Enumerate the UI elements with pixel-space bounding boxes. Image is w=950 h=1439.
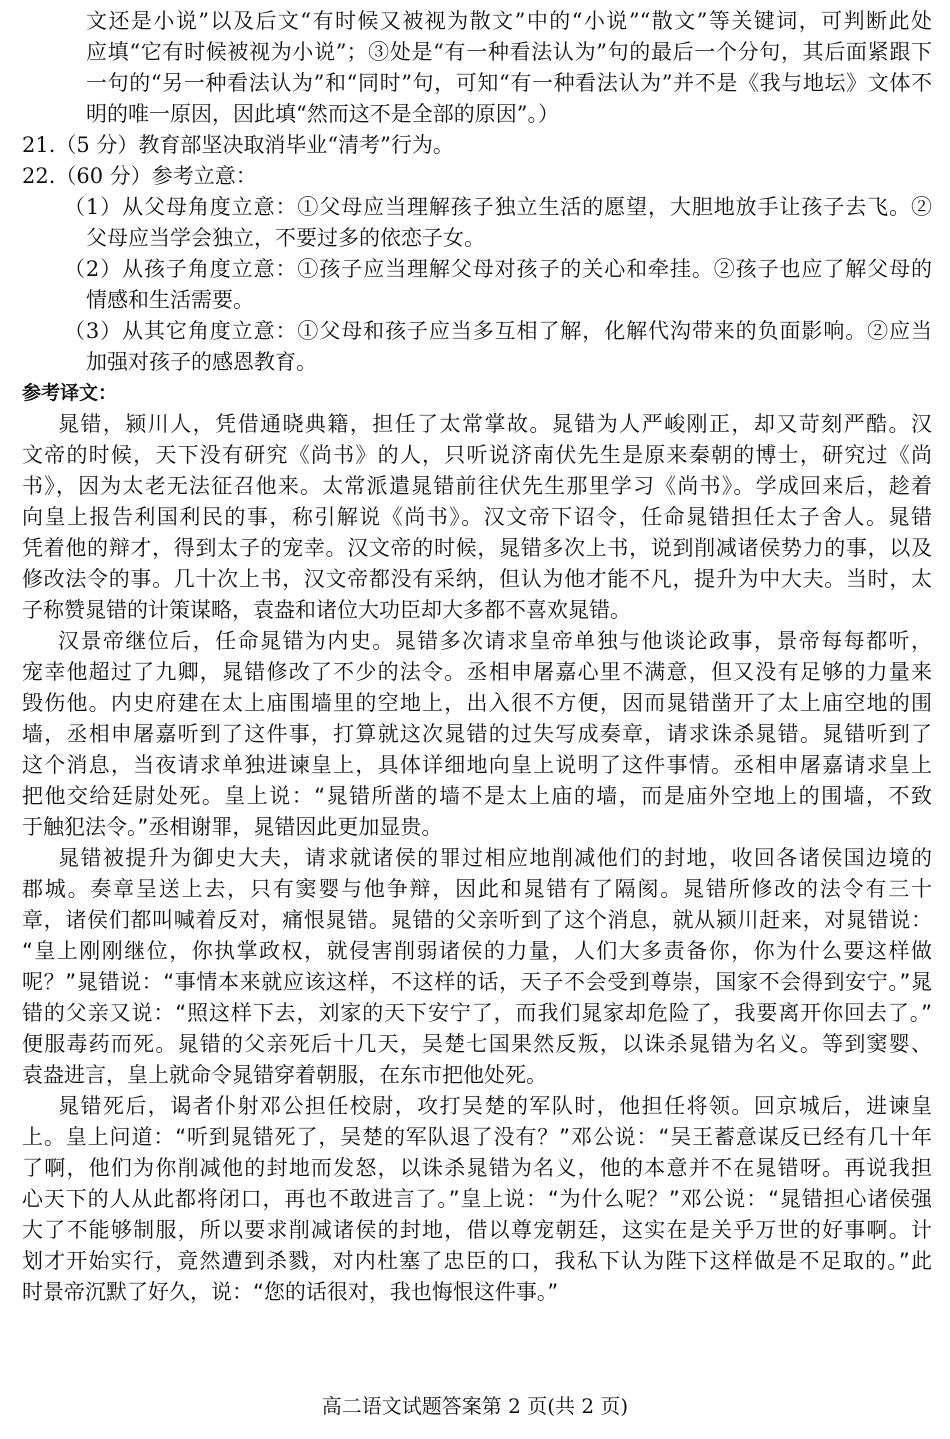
text-line: 明的唯一原因，因此填“然而这不是全部的原因”。） [86, 102, 559, 126]
text-line: “皇上刚刚继位，你执掌政权，就侵害削弱诸侯的力量，人们大多责备你，你为什么要这样做 [22, 939, 932, 963]
text-line: 晁错被提升为御史大夫，请求就诸侯的罪过相应地削减他们的封地，收回各诸侯国边境的 [58, 846, 932, 870]
text-line: 应填“它有时候被视为小说”；③处是“有一种看法认为”句的最后一个分句，其后面紧跟下 [86, 40, 932, 64]
question-22-points [22, 192, 932, 378]
point-line: （1）从父母角度立意：①父母应当理解孩子独立生活的愿望，大胆地放手让孩子去飞。② [64, 195, 932, 219]
text-line: 郡城。奏章呈送上去，只有窦婴与他争辩，因此和晁错有了隔阂。晁错所修改的法令有三十 [22, 877, 932, 901]
text-line: 便服毒药而死。晁错的父亲死后十几天，吴楚七国果然反叛，以诛杀晁错为名义。等到窦婴、 [22, 1032, 932, 1056]
point-line: 情感和生活需要。 [86, 288, 254, 312]
text-line: 呢？”晁错说：“事情本来就应该这样，不这样的话，天子不会受到尊崇，国家不会得到安宁。”晁 [22, 970, 932, 994]
text-line: 修改法令的事。几十次上书，汉文帝都没有采纳，但认为他才能不凡，提升为中大夫。当时，太 [22, 567, 932, 591]
text-line: 一句的“另一种看法认为”和“同时”句，可知“有一种看法认为”并不是《我与地坛》文体不 [86, 71, 932, 95]
text-line: 向皇上报告利国利民的事，称引解说《尚书》。汉文帝下诏令，任命晁错担任太子舍人。晁错 [22, 505, 932, 529]
translation-paragraph [22, 626, 932, 843]
text-line: 这个消息，当夜请求单独进谏皇上，具体详细地向皇上说明了这件事情。丞相申屠嘉请求皇上 [22, 753, 932, 777]
text-line: 于触犯法令。”丞相谢罪，晁错因此更加显贵。 [22, 815, 443, 839]
text-line: 文帝的时候，天下没有研究《尚书》的人，只听说济南伏先生是原来秦朝的博士，研究过《尚 [22, 443, 932, 467]
text-line: 凭着他的辩才，得到太子的宠幸。汉文帝的时候，晁错多次上书，说到削减诸侯势力的事，以及 [22, 536, 932, 560]
translation-body [22, 409, 932, 1308]
point-line: 加强对孩子的感恩教育。 [86, 350, 317, 374]
text-line: 了啊，他们为你削减他的封地而发怒，以诛杀晁错为名义，他的本意并不在晁错呀。再说我担 [22, 1156, 932, 1180]
translation-heading: 参考译文： [22, 382, 118, 404]
text-line: 墙，丞相申屠嘉听到了这件事，打算就这次晁错的过失写成奏章，请求诛杀晁错。晁错听到了 [22, 722, 932, 746]
text-line: 章，诸侯们都叫喊着反对，痛恨晁错。晁错的父亲听到了这个消息，就从颍川赶来，对晁错说： [22, 908, 932, 932]
text-line: 晁错死后，谒者仆射邓公担任校尉，攻打吴楚的军队时，他担任将领。回京城后，进谏皇 [58, 1094, 932, 1118]
point-line: （3）从其它角度立意：①父母和孩子应当多互相了解，化解代沟带来的负面影响。②应当 [64, 319, 932, 343]
text-line: 汉景帝继位后，任命晁错为内史。晁错多次请求皇帝单独与他谈论政事，景帝每每都听， [58, 629, 932, 653]
point-line: （2）从孩子角度立意：①孩子应当理解父母对孩子的关心和牵挂。②孩子也应了解父母的 [64, 257, 932, 281]
translation-paragraph [22, 409, 932, 626]
answer-page [22, 6, 932, 1308]
point-line: 父母应当学会独立，不要过多的依恋子女。 [86, 226, 485, 250]
text-line: 宠幸他超过了九卿，晁错修改了不少的法令。丞相申屠嘉心里不满意，但又没有足够的力量来 [22, 660, 932, 684]
text-line: 毁伤他。内史府建在太上庙围墙里的空地上，出入很不方便，因而晁错凿开了太上庙空地的围 [22, 691, 932, 715]
answer-continuation [22, 6, 932, 130]
translation-paragraph [22, 843, 932, 1091]
text-line: 大了不能够制服，所以要求削减诸侯的封地，借以尊宠朝廷，这实在是关乎万世的好事啊。计 [22, 1218, 932, 1242]
question-22-title: 22.（60 分）参考立意： [22, 164, 257, 188]
text-line: 袁盎进言，皇上就命令晁错穿着朝服，在东市把他处死。 [22, 1063, 547, 1087]
text-line: 错的父亲又说：“照这样下去，刘家的天下安宁了，而我们晁家却危险了，我要离开你回去了。” [22, 1001, 932, 1025]
text-line: 上。皇上问道：“听到晁错死了，吴楚的军队退了没有？”邓公说：“吴王蓄意谋反已经有几十年 [22, 1125, 932, 1149]
text-line: 书》，因为太老无法征召他来。太常派遣晁错前往伏先生那里学习《尚书》。学成回来后，趁着 [22, 474, 932, 498]
text-line: 心天下的人从此都将闭口，再也不敢进言了。”皇上说：“为什么呢？”邓公说：“晁错担心诸侯强 [22, 1187, 932, 1211]
text-line: 把他交给廷尉处死。皇上说：“晁错所凿的墙不是太上庙的墙，而是庙外空地上的围墙，不致 [22, 784, 932, 808]
text-line: 划才开始实行，竟然遭到杀戮，对内杜塞了忠臣的口，我私下认为陛下这样做是不足取的。”此 [22, 1249, 932, 1273]
text-line: 时景帝沉默了好久，说：“您的话很对，我也悔恨这件事。” [22, 1280, 559, 1304]
translation-paragraph [22, 1091, 932, 1308]
text-line: 晁错，颍川人，凭借通晓典籍，担任了太常掌故。晁错为人严峻刚正，却又苛刻严酷。汉 [58, 412, 932, 436]
page-footer: 高二语文试题答案第 2 页(共 2 页) [321, 1394, 629, 1418]
text-line: 子称赞晁错的计策谋略，袁盎和诸位大功臣却大多都不喜欢晁错。 [22, 598, 631, 622]
text-line: 文还是小说”以及后文“有时候又被视为散文”中的“小说”“散文”等关键词，可判断此处 [86, 9, 932, 33]
question-21-answer: 21.（5 分）教育部坚决取消毕业“清考”行为。 [22, 133, 454, 157]
